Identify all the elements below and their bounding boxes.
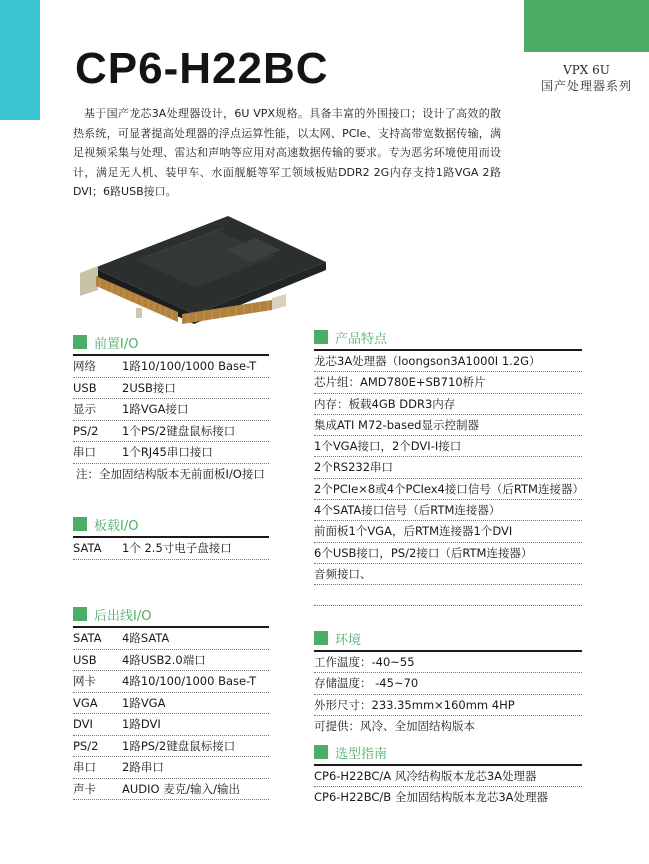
list-item: 2个RS232串口 — [314, 457, 582, 478]
features-header — [314, 327, 582, 347]
list-item: 音频接口、 — [314, 564, 582, 585]
row-value: 4路USB2.0端口 — [122, 652, 206, 667]
row-key: VGA — [73, 695, 98, 710]
table-row — [73, 421, 269, 443]
list-item: 6个USB接口，PS/2接口（后RTM连接器） — [314, 543, 582, 564]
table-row — [73, 628, 269, 650]
ordering-title: 选型指南 — [335, 746, 388, 762]
ordering-section — [314, 742, 582, 808]
list-item: 工作温度：-40~55 — [314, 652, 582, 673]
product-board-image — [76, 210, 326, 330]
list-item: 内存：板载4GB DDR3内存 — [314, 394, 582, 415]
row-key: 串口 — [73, 760, 96, 775]
list-item: 4个SATA接口信号（后RTM连接器） — [314, 500, 582, 521]
cyan-corner-band — [0, 0, 40, 120]
table-row — [73, 650, 269, 672]
row-value: 4路SATA — [122, 631, 170, 646]
row-key: USB — [73, 652, 97, 667]
row-key: 网卡 — [73, 674, 96, 689]
row-value: 1路VGA接口 — [122, 402, 189, 417]
table-row — [73, 442, 269, 464]
table-row — [73, 757, 269, 779]
front-io-title: 前置I/O — [94, 336, 139, 352]
row-value: 1路DVI — [122, 717, 161, 732]
table-row — [73, 779, 269, 801]
features-title: 产品特点 — [335, 331, 388, 347]
onboard-io-section — [73, 514, 269, 560]
table-row — [73, 736, 269, 758]
list-item: 外形尺寸：233.35mm×160mm 4HP — [314, 695, 582, 716]
environment-header — [314, 628, 582, 648]
note-text: 注：全加固结构版本无前面板I/O接口 — [76, 466, 265, 481]
row-key: PS/2 — [73, 738, 99, 753]
list-item: 龙芯3A处理器（loongson3A1000I 1.2G） — [314, 351, 582, 372]
onboard-io-header — [73, 514, 269, 534]
list-item: 2个PCIe×8或4个PCIex4接口信号（后RTM连接器） — [314, 479, 582, 500]
table-row — [73, 714, 269, 736]
rear-io-header — [73, 604, 269, 624]
row-value: 4路10/100/1000 Base-T — [122, 674, 257, 689]
list-item: CP6-H22BC/B 全加固结构版本龙芯3A处理器 — [314, 790, 549, 805]
table-row — [73, 693, 269, 715]
row-value: 1个RJ45串口接口 — [122, 445, 213, 460]
table-row — [73, 399, 269, 421]
section-bullet-icon — [314, 631, 328, 645]
row-value: 1路10/100/1000 Base-T — [122, 359, 257, 374]
row-key: SATA — [73, 631, 102, 646]
environment-section — [314, 628, 582, 736]
row-value: AUDIO 麦克/输入/输出 — [122, 781, 240, 796]
rear-io-section — [73, 604, 269, 800]
list-item: 1个VGA接口，2个DVI-I接口 — [314, 436, 582, 457]
section-bullet-icon — [314, 745, 328, 759]
row-value: 2路串口 — [122, 760, 164, 775]
list-item: 存储温度： -45~70 — [314, 673, 582, 694]
row-value: 1个PS/2键盘鼠标接口 — [122, 423, 236, 438]
series-label — [524, 62, 649, 95]
table-row — [73, 356, 269, 378]
section-bullet-icon — [73, 607, 87, 621]
row-key: PS/2 — [73, 423, 99, 438]
row-key: 串口 — [73, 445, 96, 460]
section-bullet-icon — [73, 517, 87, 531]
intro-paragraph: 基于国产龙芯3A处理器设计，6U VPX规格。具备丰富的外围接口；设计了高效的散热系统，可显著提高处理器的浮点运算性能，以太网、PCIe、支持高带宽数据传输，满足视频采集与处理、雷达和声呐等应用对高速数据传输的要求。专为恶劣环境使用而设计，满足无人机、装甲车、水面舰艇等军工领域板贴DDR2 2G内存支持1路VGA 2路DVI；6路USB接口。 — [73, 107, 501, 199]
page-title: CP6-H22BC — [75, 44, 329, 93]
green-corner-band — [524, 0, 649, 52]
row-key: 网络 — [73, 359, 96, 374]
front-io-header — [73, 332, 269, 352]
row-key: 显示 — [73, 402, 96, 417]
row-key: USB — [73, 380, 97, 395]
onboard-io-title: 板载I/O — [94, 518, 139, 534]
section-bullet-icon — [73, 335, 87, 349]
rear-io-title: 后出线I/O — [94, 608, 152, 624]
front-io-section — [73, 332, 269, 484]
environment-title: 环境 — [335, 632, 362, 648]
row-value: 1路PS/2键盘鼠标接口 — [122, 738, 236, 753]
row-key: SATA — [73, 541, 102, 556]
series-line-1: VPX 6U — [563, 63, 610, 77]
section-bullet-icon — [314, 330, 328, 344]
list-item: 芯片组：AMD780E+SB710桥片 — [314, 372, 582, 393]
list-item: 集成ATI M72-based显示控制器 — [314, 415, 582, 436]
features-section — [314, 327, 582, 606]
front-io-note — [73, 464, 269, 485]
blank-row — [314, 585, 582, 606]
row-key: 声卡 — [73, 781, 96, 796]
series-line-2: 国产处理器系列 — [540, 79, 632, 93]
ordering-header — [314, 742, 582, 762]
row-key: DVI — [73, 717, 93, 732]
list-item: CP6-H22BC/A 风冷结构版本龙芯3A处理器 — [314, 766, 582, 787]
table-row — [73, 378, 269, 400]
row-value: 2USB接口 — [122, 380, 176, 395]
table-row — [73, 538, 269, 560]
table-row — [73, 671, 269, 693]
row-value: 1路VGA — [122, 695, 166, 710]
list-item: 可提供：风冷、全加固结构版本 — [314, 718, 475, 733]
list-item: 前面板1个VGA，后RTM连接器1个DVI — [314, 521, 582, 542]
row-value: 1个 2.5寸电子盘接口 — [122, 541, 232, 556]
